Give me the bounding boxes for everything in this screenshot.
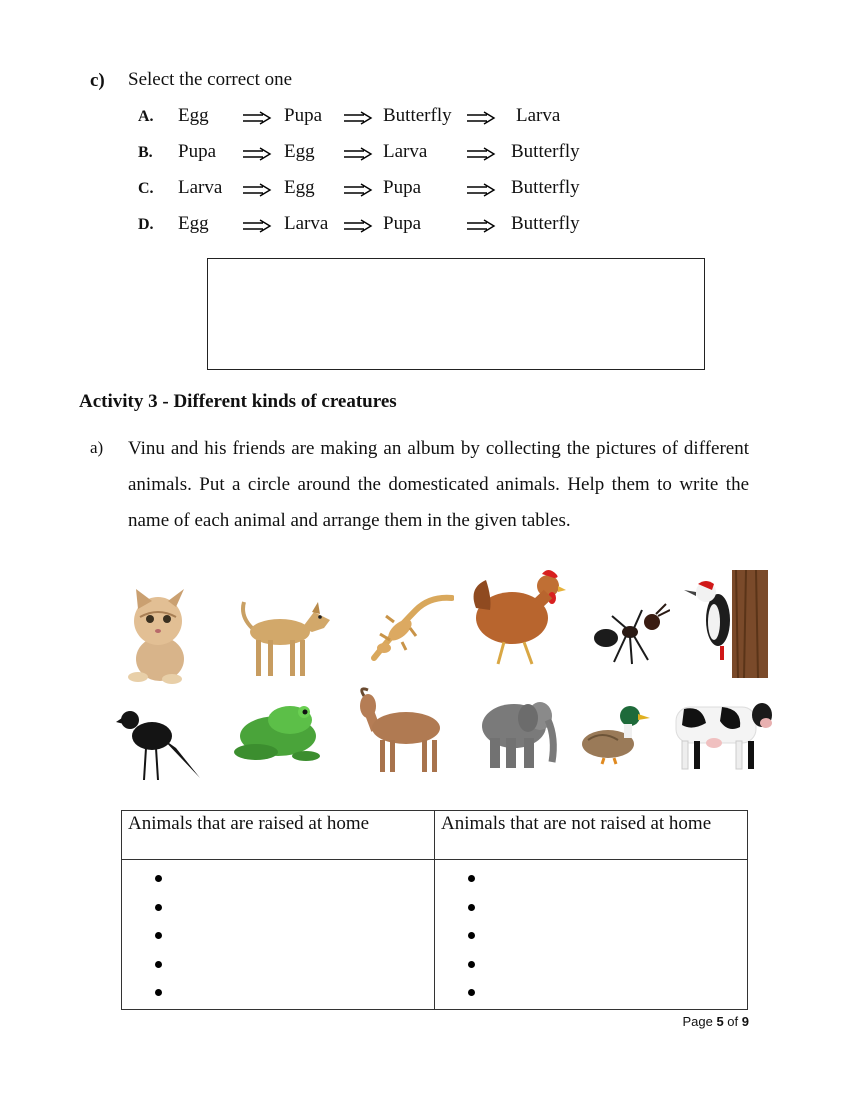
stage: Larva	[178, 177, 223, 198]
double-arrow-icon	[242, 219, 272, 233]
stage: Egg	[284, 141, 315, 162]
not-raised-list-cell[interactable]	[435, 860, 748, 1010]
question-c-label: c)	[90, 70, 105, 91]
lizard-icon[interactable]	[370, 592, 454, 662]
stage: Pupa	[178, 141, 216, 162]
stage: Larva	[383, 141, 428, 162]
option-letter: A.	[138, 108, 154, 125]
activity-title: Activity 3 - Different kinds of creatures	[79, 391, 397, 412]
double-arrow-icon	[242, 147, 272, 161]
stage: Egg	[178, 213, 209, 234]
option-letter: C.	[138, 180, 154, 197]
raised-list-cell[interactable]	[122, 860, 435, 1010]
double-arrow-icon	[466, 183, 496, 197]
answer-box[interactable]	[207, 258, 705, 370]
stage: Pupa	[284, 105, 322, 126]
option-letter: B.	[138, 144, 153, 161]
cow-icon[interactable]	[662, 697, 772, 771]
double-arrow-icon	[466, 147, 496, 161]
list-item[interactable]	[122, 952, 434, 981]
list-item[interactable]	[122, 923, 434, 952]
list-item[interactable]	[122, 895, 434, 924]
double-arrow-icon	[242, 111, 272, 125]
ant-icon[interactable]	[592, 602, 670, 672]
stage: Larva	[284, 213, 329, 234]
table-header-raised: Animals that are raised at home	[122, 811, 435, 860]
duck-icon[interactable]	[578, 700, 650, 766]
stage: Egg	[284, 177, 315, 198]
hen-icon[interactable]	[466, 568, 566, 670]
list-item[interactable]	[435, 923, 747, 952]
stage: Butterfly	[511, 177, 580, 198]
page-number	[682, 1014, 749, 1029]
double-arrow-icon	[242, 183, 272, 197]
list-item[interactable]	[435, 895, 747, 924]
list-item[interactable]	[435, 952, 747, 981]
kitten-icon[interactable]	[120, 587, 196, 685]
goat-icon[interactable]	[354, 686, 446, 774]
stage: Larva	[516, 105, 561, 126]
frog-icon[interactable]	[230, 700, 324, 764]
list-item[interactable]	[122, 866, 434, 895]
stage: Butterfly	[383, 105, 452, 126]
stage: Pupa	[383, 177, 421, 198]
option-letter: D.	[138, 216, 154, 233]
dog-icon[interactable]	[238, 598, 334, 682]
woodpecker-icon[interactable]	[684, 570, 768, 678]
list-item[interactable]	[435, 866, 747, 895]
stage: Butterfly	[511, 141, 580, 162]
page-current: 5	[716, 1014, 724, 1029]
elephant-icon[interactable]	[476, 692, 562, 770]
double-arrow-icon	[343, 111, 373, 125]
page-word: Page	[682, 1014, 713, 1029]
crow-icon[interactable]	[116, 704, 202, 784]
list-item[interactable]	[435, 980, 747, 1009]
list-item[interactable]	[122, 980, 434, 1009]
animals-table	[121, 810, 748, 1010]
stage: Pupa	[383, 213, 421, 234]
question-a-text: Vinu and his friends are making an album by collecting the pictures of different animals. Put a circle around the domesticated animals. Help them to write the name of each animal and arrange them in the given tables.	[128, 438, 749, 531]
double-arrow-icon	[466, 219, 496, 233]
double-arrow-icon	[343, 147, 373, 161]
bullet-list	[122, 866, 434, 1009]
question-a-label: a)	[90, 438, 104, 457]
page-total: 9	[741, 1014, 749, 1029]
question-c-prompt: Select the correct one	[128, 69, 293, 90]
of-word: of	[727, 1014, 739, 1029]
double-arrow-icon	[343, 219, 373, 233]
double-arrow-icon	[466, 111, 496, 125]
stage: Butterfly	[511, 213, 580, 234]
double-arrow-icon	[343, 183, 373, 197]
stage: Egg	[178, 105, 209, 126]
table-header-not-raised: Animals that are not raised at home	[435, 811, 748, 860]
bullet-list	[435, 866, 747, 1009]
